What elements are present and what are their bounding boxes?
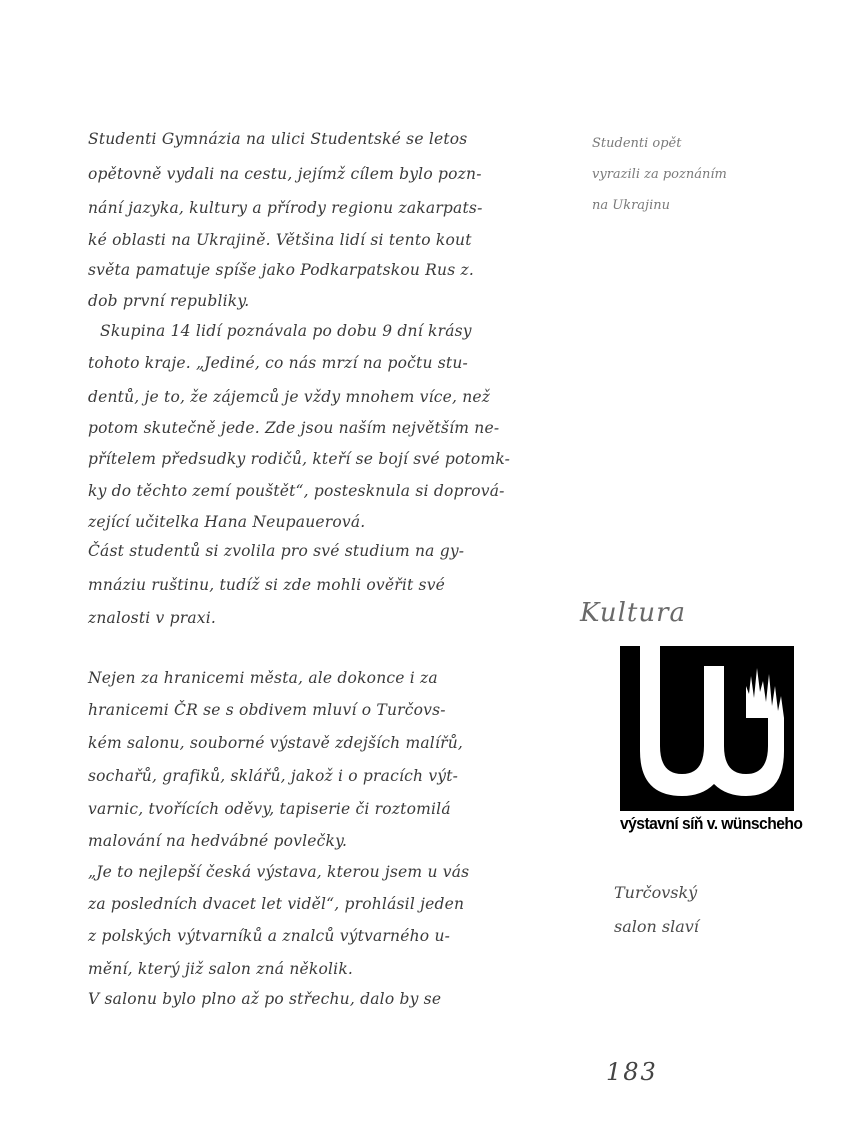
text-line: ky do těchto zemí pouštět“, postesknula si doprová- [88,482,505,500]
text-line: zející učitelka Hana Neupauerová. [88,513,366,531]
text-line: malování na hedvábné povlečky. [88,832,348,850]
caption-line: Turčovský [614,883,698,902]
text-line: Nejen za hranicemi města, ale dokonce i za [88,669,438,687]
text-line: znalosti v praxi. [88,609,217,627]
text-line: „Je to nejlepší česká výstava, kterou jsem u vás [88,863,470,881]
text-line: mění, který již salon zná několik. [88,960,354,978]
text-line: světa pamatuje spíše jako Podkarpatskou Rus z. [88,261,474,279]
text-line: potom skutečně jede. Zde jsou naším největším ne- [88,419,500,437]
note-line: na Ukrajinu [592,198,670,213]
text-line: mnáziu ruštinu, tudíž si zde mohli ověřit své [88,576,446,594]
text-line: Studenti Gymnázia na ulici Studentské se letos [88,130,468,148]
text-line: ké oblasti na Ukrajině. Většina lidí si tento kout [88,231,472,249]
text-line: V salonu bylo plno až po střechu, dalo by se [88,990,442,1008]
text-line: za posledních dvacet let viděl“, prohlásil jeden [88,895,465,913]
text-line: sochařů, grafiků, sklářů, jakož i o pracích výt- [88,767,459,785]
note-line: vyrazili za poznáním [592,167,727,182]
text-line: Část studentů si zvolila pro své studium na gy- [88,542,465,560]
text-line: z polských výtvarníků a znalců výtvarného u- [88,927,451,945]
section-heading-note: Kultura [580,598,687,628]
text-line: přítelem předsudky rodičů, kteří se bojí své potomk- [88,450,511,468]
logo-wordmark: výstavní síň v. wünscheho [620,814,803,833]
text-line: hranicemi ČR se s obdivem mluví o Turčovs- [88,701,446,719]
text-line: Skupina 14 lidí poznávala po dobu 9 dní krásy [100,322,472,340]
caption-line: salon slaví [614,917,699,936]
text-line: dob první republiky. [88,292,250,310]
gallery-logo [620,646,794,811]
text-line: tohoto kraje. „Jediné, co nás mrzí na počtu stu- [88,354,468,372]
page-number: 183 [606,1058,658,1086]
text-line: dentů, je to, že zájemců je vždy mnohem více, než [88,388,491,406]
text-line: varnic, tvořících oděvy, tapiserie či roztomilá [88,800,451,818]
text-line: opětovně vydali na cestu, jejímž cílem bylo pozn- [88,165,482,183]
note-line: Studenti opět [592,136,682,151]
text-line: nání jazyka, kultury a přírody regionu zakarpats- [88,199,483,217]
text-line: kém salonu, souborné výstavě zdejších malířů, [88,734,464,752]
